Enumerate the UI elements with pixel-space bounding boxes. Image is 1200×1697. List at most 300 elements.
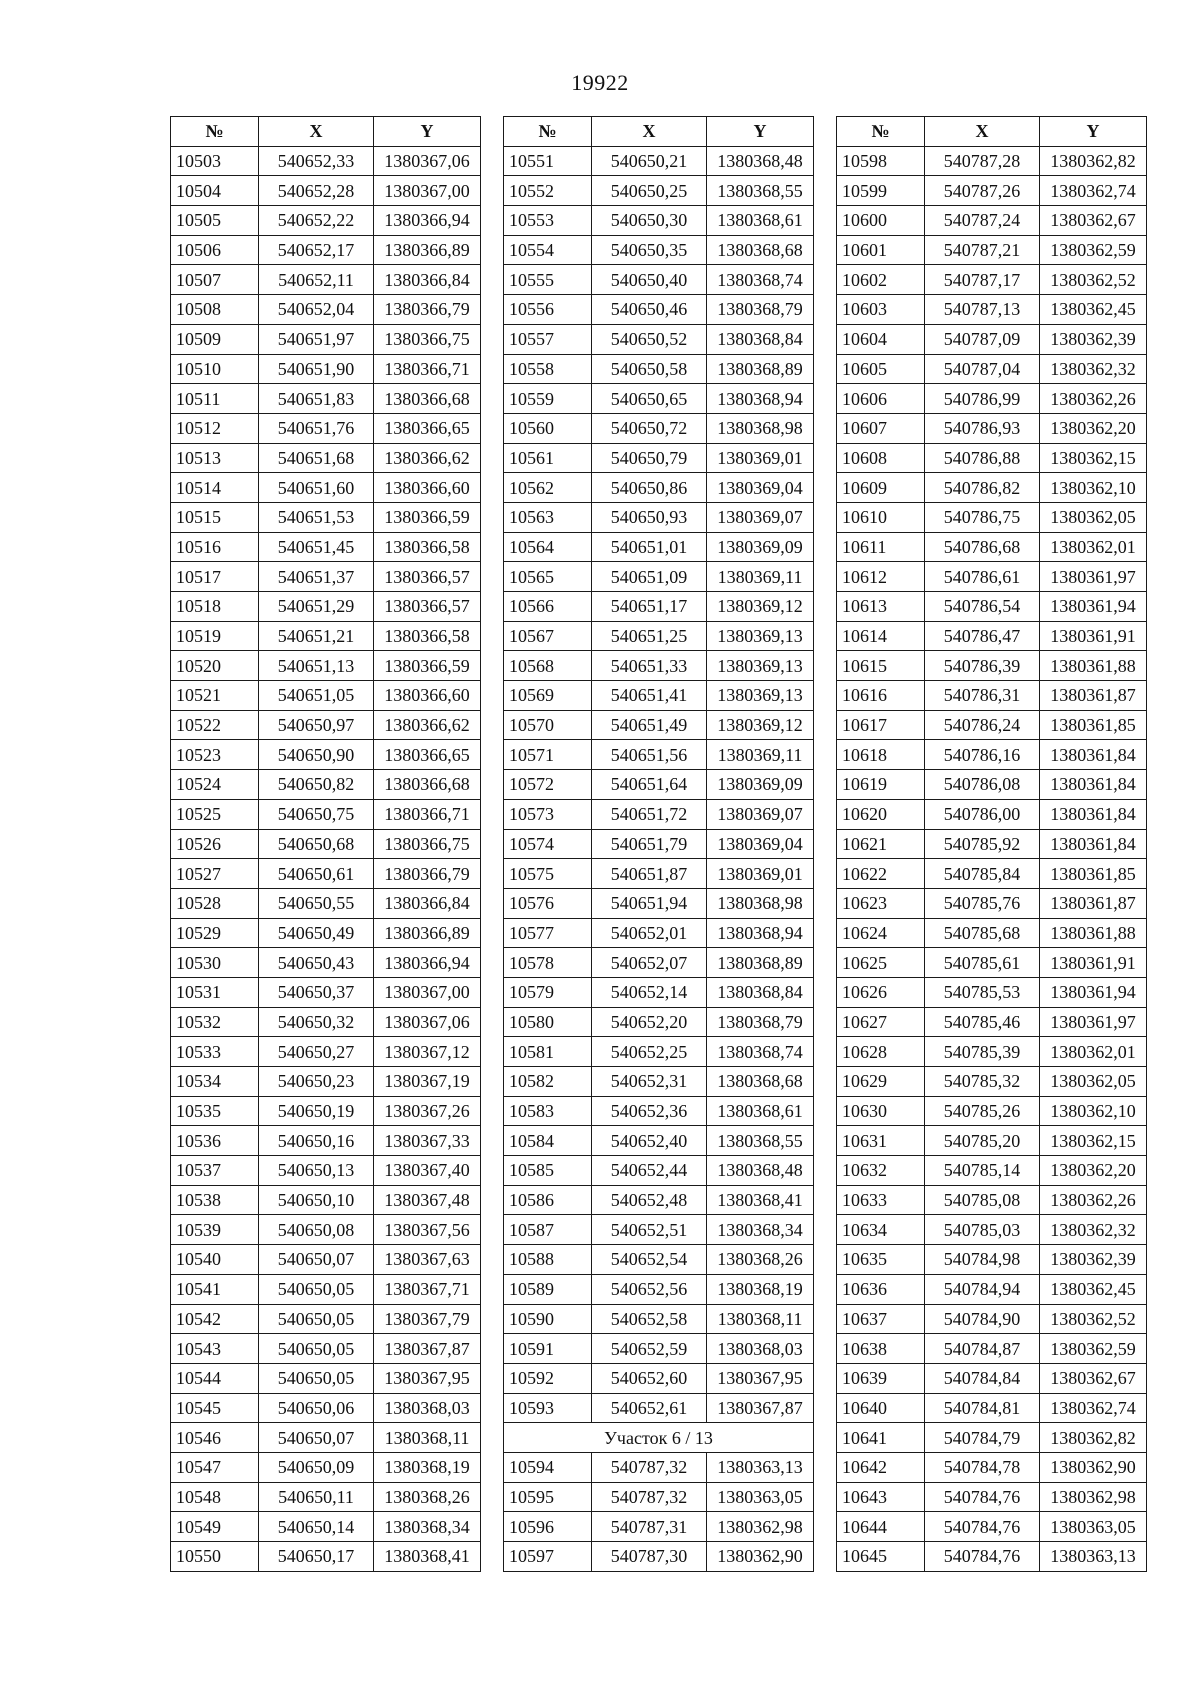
- point-number-cell: 10586: [504, 1185, 592, 1215]
- y-coordinate-cell: 1380369,01: [707, 443, 814, 473]
- point-number-cell: 10615: [837, 651, 925, 681]
- point-number-cell: 10612: [837, 562, 925, 592]
- x-coordinate-cell: 540651,25: [592, 621, 707, 651]
- table-row: [504, 1156, 814, 1186]
- point-number-cell: 10517: [171, 562, 259, 592]
- y-coordinate-cell: 1380362,26: [1040, 384, 1147, 414]
- x-coordinate-cell: 540650,08: [259, 1215, 374, 1245]
- point-number-cell: 10522: [171, 710, 259, 740]
- point-number-cell: 10570: [504, 710, 592, 740]
- y-coordinate-cell: 1380369,01: [707, 859, 814, 889]
- table-row: [171, 1007, 481, 1037]
- x-coordinate-cell: 540650,46: [592, 295, 707, 325]
- x-coordinate-cell: 540650,55: [259, 888, 374, 918]
- point-number-cell: 10506: [171, 235, 259, 265]
- y-coordinate-cell: 1380362,90: [1040, 1452, 1147, 1482]
- y-coordinate-cell: 1380366,71: [374, 354, 481, 384]
- x-coordinate-cell: 540651,37: [259, 562, 374, 592]
- y-coordinate-cell: 1380366,65: [374, 740, 481, 770]
- table-row: [171, 1126, 481, 1156]
- table-row: [504, 1363, 814, 1393]
- x-coordinate-cell: 540650,21: [592, 146, 707, 176]
- point-number-cell: 10625: [837, 948, 925, 978]
- x-coordinate-cell: 540785,26: [925, 1096, 1040, 1126]
- x-coordinate-cell: 540651,33: [592, 651, 707, 681]
- point-number-cell: 10618: [837, 740, 925, 770]
- point-number-cell: 10635: [837, 1245, 925, 1275]
- point-number-cell: 10617: [837, 710, 925, 740]
- y-coordinate-cell: 1380362,90: [707, 1542, 814, 1572]
- y-coordinate-cell: 1380361,84: [1040, 799, 1147, 829]
- y-coordinate-cell: 1380367,95: [707, 1363, 814, 1393]
- table-row: [504, 829, 814, 859]
- x-coordinate-cell: 540650,07: [259, 1423, 374, 1453]
- y-coordinate-cell: 1380361,91: [1040, 948, 1147, 978]
- y-coordinate-cell: 1380361,85: [1040, 710, 1147, 740]
- table-row: [837, 1156, 1147, 1186]
- x-coordinate-cell: 540650,68: [259, 829, 374, 859]
- x-coordinate-cell: 540784,84: [925, 1363, 1040, 1393]
- point-number-cell: 10558: [504, 354, 592, 384]
- point-number-cell: 10559: [504, 384, 592, 414]
- x-coordinate-cell: 540786,82: [925, 473, 1040, 503]
- table-row: [171, 799, 481, 829]
- x-coordinate-cell: 540652,40: [592, 1126, 707, 1156]
- table-row: [504, 354, 814, 384]
- y-coordinate-cell: 1380369,07: [707, 799, 814, 829]
- table-row: [837, 592, 1147, 622]
- x-coordinate-cell: 540652,48: [592, 1185, 707, 1215]
- x-coordinate-cell: 540786,31: [925, 681, 1040, 711]
- table-row: [171, 473, 481, 503]
- point-number-cell: 10607: [837, 413, 925, 443]
- table-row: [837, 1274, 1147, 1304]
- table-row: [504, 206, 814, 236]
- point-number-cell: 10585: [504, 1156, 592, 1186]
- table-row: [171, 354, 481, 384]
- point-number-cell: 10577: [504, 918, 592, 948]
- y-coordinate-cell: 1380367,56: [374, 1215, 481, 1245]
- y-coordinate-cell: 1380367,00: [374, 977, 481, 1007]
- point-number-cell: 10524: [171, 770, 259, 800]
- y-coordinate-cell: 1380361,88: [1040, 918, 1147, 948]
- table-row: [171, 146, 481, 176]
- x-coordinate-cell: 540784,98: [925, 1245, 1040, 1275]
- y-coordinate-cell: 1380369,13: [707, 651, 814, 681]
- x-coordinate-cell: 540651,45: [259, 532, 374, 562]
- x-coordinate-cell: 540650,25: [592, 176, 707, 206]
- point-number-cell: 10520: [171, 651, 259, 681]
- x-coordinate-cell: 540652,11: [259, 265, 374, 295]
- table-row: [171, 413, 481, 443]
- y-coordinate-cell: 1380368,84: [707, 977, 814, 1007]
- y-coordinate-cell: 1380367,79: [374, 1304, 481, 1334]
- x-coordinate-cell: 540785,08: [925, 1185, 1040, 1215]
- table-row: [837, 1037, 1147, 1067]
- table-row: [504, 740, 814, 770]
- table-row: [171, 710, 481, 740]
- table-row: [837, 413, 1147, 443]
- table-header-row: [171, 117, 481, 147]
- table-row: [504, 918, 814, 948]
- table-row: [504, 146, 814, 176]
- y-coordinate-cell: 1380366,62: [374, 710, 481, 740]
- table-body: [837, 146, 1147, 1571]
- x-coordinate-cell: 540651,49: [592, 710, 707, 740]
- point-number-cell: 10560: [504, 413, 592, 443]
- x-coordinate-cell: 540787,21: [925, 235, 1040, 265]
- table-row: [171, 859, 481, 889]
- point-number-cell: 10596: [504, 1512, 592, 1542]
- y-coordinate-cell: 1380361,84: [1040, 829, 1147, 859]
- y-coordinate-cell: 1380362,98: [1040, 1482, 1147, 1512]
- table-row: [837, 770, 1147, 800]
- point-number-cell: 10622: [837, 859, 925, 889]
- table-row: [837, 1304, 1147, 1334]
- point-number-cell: 10583: [504, 1096, 592, 1126]
- point-number-cell: 10573: [504, 799, 592, 829]
- table-row: [171, 562, 481, 592]
- table-row: [171, 295, 481, 325]
- table-row: [171, 770, 481, 800]
- point-number-cell: 10593: [504, 1393, 592, 1423]
- coordinates-table-1: [170, 116, 481, 1572]
- y-coordinate-cell: 1380362,15: [1040, 1126, 1147, 1156]
- column-header-y: Y: [707, 117, 814, 147]
- x-coordinate-cell: 540652,04: [259, 295, 374, 325]
- x-coordinate-cell: 540785,53: [925, 977, 1040, 1007]
- point-number-cell: 10562: [504, 473, 592, 503]
- y-coordinate-cell: 1380362,98: [707, 1512, 814, 1542]
- point-number-cell: 10643: [837, 1482, 925, 1512]
- x-coordinate-cell: 540652,36: [592, 1096, 707, 1126]
- y-coordinate-cell: 1380362,45: [1040, 295, 1147, 325]
- y-coordinate-cell: 1380362,52: [1040, 265, 1147, 295]
- x-coordinate-cell: 540650,82: [259, 770, 374, 800]
- table-row: [837, 206, 1147, 236]
- x-coordinate-cell: 540786,16: [925, 740, 1040, 770]
- point-number-cell: 10604: [837, 324, 925, 354]
- y-coordinate-cell: 1380368,74: [707, 265, 814, 295]
- table-row: [504, 443, 814, 473]
- point-number-cell: 10606: [837, 384, 925, 414]
- y-coordinate-cell: 1380366,58: [374, 532, 481, 562]
- y-coordinate-cell: 1380369,04: [707, 473, 814, 503]
- table-row: [504, 977, 814, 1007]
- point-number-cell: 10575: [504, 859, 592, 889]
- x-coordinate-cell: 540784,94: [925, 1274, 1040, 1304]
- table-row: [504, 1037, 814, 1067]
- table-row: [171, 1304, 481, 1334]
- table-row: [837, 977, 1147, 1007]
- column-header-x: X: [259, 117, 374, 147]
- point-number-cell: 10550: [171, 1542, 259, 1572]
- table-row: [837, 1067, 1147, 1097]
- x-coordinate-cell: 540784,76: [925, 1542, 1040, 1572]
- y-coordinate-cell: 1380362,10: [1040, 473, 1147, 503]
- x-coordinate-cell: 540652,25: [592, 1037, 707, 1067]
- y-coordinate-cell: 1380367,33: [374, 1126, 481, 1156]
- y-coordinate-cell: 1380363,05: [707, 1482, 814, 1512]
- point-number-cell: 10582: [504, 1067, 592, 1097]
- x-coordinate-cell: 540650,09: [259, 1452, 374, 1482]
- table-row: [504, 413, 814, 443]
- table-row: [837, 295, 1147, 325]
- point-number-cell: 10638: [837, 1334, 925, 1364]
- table-row: [837, 681, 1147, 711]
- table-header-row: [504, 117, 814, 147]
- point-number-cell: 10556: [504, 295, 592, 325]
- point-number-cell: 10587: [504, 1215, 592, 1245]
- y-coordinate-cell: 1380368,19: [707, 1274, 814, 1304]
- table-row: [837, 1423, 1147, 1453]
- table-row: [171, 977, 481, 1007]
- x-coordinate-cell: 540651,09: [592, 562, 707, 592]
- table-row: [171, 1274, 481, 1304]
- point-number-cell: 10539: [171, 1215, 259, 1245]
- point-number-cell: 10569: [504, 681, 592, 711]
- x-coordinate-cell: 540650,79: [592, 443, 707, 473]
- column-header-number: №: [837, 117, 925, 147]
- table-row: [171, 206, 481, 236]
- point-number-cell: 10588: [504, 1245, 592, 1275]
- y-coordinate-cell: 1380362,32: [1040, 354, 1147, 384]
- point-number-cell: 10571: [504, 740, 592, 770]
- point-number-cell: 10553: [504, 206, 592, 236]
- y-coordinate-cell: 1380368,26: [374, 1482, 481, 1512]
- table-row: [837, 710, 1147, 740]
- y-coordinate-cell: 1380363,13: [707, 1452, 814, 1482]
- table-row: [504, 1393, 814, 1423]
- y-coordinate-cell: 1380368,79: [707, 295, 814, 325]
- y-coordinate-cell: 1380368,98: [707, 888, 814, 918]
- point-number-cell: 10574: [504, 829, 592, 859]
- table-row: [171, 592, 481, 622]
- y-coordinate-cell: 1380368,19: [374, 1452, 481, 1482]
- table-row: [504, 384, 814, 414]
- x-coordinate-cell: 540786,75: [925, 502, 1040, 532]
- y-coordinate-cell: 1380368,34: [707, 1215, 814, 1245]
- x-coordinate-cell: 540784,76: [925, 1512, 1040, 1542]
- point-number-cell: 10634: [837, 1215, 925, 1245]
- table-row: [837, 1482, 1147, 1512]
- y-coordinate-cell: 1380366,71: [374, 799, 481, 829]
- point-number-cell: 10633: [837, 1185, 925, 1215]
- x-coordinate-cell: 540652,54: [592, 1245, 707, 1275]
- point-number-cell: 10568: [504, 651, 592, 681]
- table-row: [837, 829, 1147, 859]
- table-row: [837, 265, 1147, 295]
- x-coordinate-cell: 540651,87: [592, 859, 707, 889]
- point-number-cell: 10632: [837, 1156, 925, 1186]
- x-coordinate-cell: 540652,33: [259, 146, 374, 176]
- y-coordinate-cell: 1380366,58: [374, 621, 481, 651]
- table-row: [504, 799, 814, 829]
- x-coordinate-cell: 540786,93: [925, 413, 1040, 443]
- y-coordinate-cell: 1380368,11: [707, 1304, 814, 1334]
- table-row: [837, 651, 1147, 681]
- point-number-cell: 10544: [171, 1363, 259, 1393]
- y-coordinate-cell: 1380366,57: [374, 562, 481, 592]
- y-coordinate-cell: 1380367,12: [374, 1037, 481, 1067]
- column-header-y: Y: [1040, 117, 1147, 147]
- y-coordinate-cell: 1380366,68: [374, 384, 481, 414]
- y-coordinate-cell: 1380361,97: [1040, 562, 1147, 592]
- point-number-cell: 10526: [171, 829, 259, 859]
- y-coordinate-cell: 1380368,89: [707, 948, 814, 978]
- y-coordinate-cell: 1380369,04: [707, 829, 814, 859]
- table-row: [171, 651, 481, 681]
- table-row: [171, 1482, 481, 1512]
- x-coordinate-cell: 540650,97: [259, 710, 374, 740]
- point-number-cell: 10509: [171, 324, 259, 354]
- x-coordinate-cell: 540787,31: [592, 1512, 707, 1542]
- y-coordinate-cell: 1380362,82: [1040, 1423, 1147, 1453]
- point-number-cell: 10513: [171, 443, 259, 473]
- point-number-cell: 10508: [171, 295, 259, 325]
- x-coordinate-cell: 540651,68: [259, 443, 374, 473]
- x-coordinate-cell: 540651,83: [259, 384, 374, 414]
- y-coordinate-cell: 1380366,84: [374, 888, 481, 918]
- y-coordinate-cell: 1380362,39: [1040, 1245, 1147, 1275]
- point-number-cell: 10515: [171, 502, 259, 532]
- x-coordinate-cell: 540650,49: [259, 918, 374, 948]
- y-coordinate-cell: 1380362,82: [1040, 146, 1147, 176]
- y-coordinate-cell: 1380369,07: [707, 502, 814, 532]
- y-coordinate-cell: 1380368,94: [707, 918, 814, 948]
- y-coordinate-cell: 1380362,20: [1040, 413, 1147, 443]
- table-row: [837, 384, 1147, 414]
- y-coordinate-cell: 1380362,59: [1040, 235, 1147, 265]
- y-coordinate-cell: 1380362,74: [1040, 176, 1147, 206]
- coordinates-table-2: [503, 116, 814, 1572]
- table-row: [837, 799, 1147, 829]
- x-coordinate-cell: 540650,05: [259, 1334, 374, 1364]
- table-row: [504, 1512, 814, 1542]
- table-row: [504, 1185, 814, 1215]
- point-number-cell: 10639: [837, 1363, 925, 1393]
- y-coordinate-cell: 1380368,11: [374, 1423, 481, 1453]
- point-number-cell: 10619: [837, 770, 925, 800]
- point-number-cell: 10576: [504, 888, 592, 918]
- y-coordinate-cell: 1380363,05: [1040, 1512, 1147, 1542]
- x-coordinate-cell: 540785,39: [925, 1037, 1040, 1067]
- x-coordinate-cell: 540650,30: [592, 206, 707, 236]
- point-number-cell: 10536: [171, 1126, 259, 1156]
- point-number-cell: 10623: [837, 888, 925, 918]
- x-coordinate-cell: 540784,90: [925, 1304, 1040, 1334]
- y-coordinate-cell: 1380368,26: [707, 1245, 814, 1275]
- point-number-cell: 10645: [837, 1542, 925, 1572]
- x-coordinate-cell: 540651,01: [592, 532, 707, 562]
- point-number-cell: 10561: [504, 443, 592, 473]
- table-row: [171, 948, 481, 978]
- y-coordinate-cell: 1380368,84: [707, 324, 814, 354]
- table-row: [837, 1245, 1147, 1275]
- point-number-cell: 10644: [837, 1512, 925, 1542]
- column-header-y: Y: [374, 117, 481, 147]
- point-number-cell: 10552: [504, 176, 592, 206]
- table-row: [837, 473, 1147, 503]
- y-coordinate-cell: 1380366,60: [374, 473, 481, 503]
- point-number-cell: 10641: [837, 1423, 925, 1453]
- y-coordinate-cell: 1380366,75: [374, 324, 481, 354]
- x-coordinate-cell: 540787,04: [925, 354, 1040, 384]
- point-number-cell: 10545: [171, 1393, 259, 1423]
- column-header-number: №: [171, 117, 259, 147]
- point-number-cell: 10608: [837, 443, 925, 473]
- x-coordinate-cell: 540651,56: [592, 740, 707, 770]
- x-coordinate-cell: 540786,61: [925, 562, 1040, 592]
- table-row: [504, 1245, 814, 1275]
- x-coordinate-cell: 540651,79: [592, 829, 707, 859]
- x-coordinate-cell: 540785,84: [925, 859, 1040, 889]
- table-row: [837, 918, 1147, 948]
- point-number-cell: 10631: [837, 1126, 925, 1156]
- point-number-cell: 10592: [504, 1363, 592, 1393]
- point-number-cell: 10597: [504, 1542, 592, 1572]
- y-coordinate-cell: 1380367,87: [707, 1393, 814, 1423]
- table-row: [504, 562, 814, 592]
- x-coordinate-cell: 540785,92: [925, 829, 1040, 859]
- table-row: [837, 235, 1147, 265]
- x-coordinate-cell: 540786,68: [925, 532, 1040, 562]
- y-coordinate-cell: 1380369,11: [707, 562, 814, 592]
- x-coordinate-cell: 540650,10: [259, 1185, 374, 1215]
- point-number-cell: 10578: [504, 948, 592, 978]
- point-number-cell: 10535: [171, 1096, 259, 1126]
- y-coordinate-cell: 1380367,19: [374, 1067, 481, 1097]
- table-row: [171, 532, 481, 562]
- x-coordinate-cell: 540652,56: [592, 1274, 707, 1304]
- point-number-cell: 10519: [171, 621, 259, 651]
- y-coordinate-cell: 1380367,06: [374, 146, 481, 176]
- table-row: [171, 502, 481, 532]
- table-row: [504, 592, 814, 622]
- point-number-cell: 10611: [837, 532, 925, 562]
- table-row: [837, 1542, 1147, 1572]
- table-row: [171, 1067, 481, 1097]
- y-coordinate-cell: 1380368,79: [707, 1007, 814, 1037]
- point-number-cell: 10628: [837, 1037, 925, 1067]
- y-coordinate-cell: 1380366,94: [374, 948, 481, 978]
- table-row: [837, 562, 1147, 592]
- x-coordinate-cell: 540785,32: [925, 1067, 1040, 1097]
- x-coordinate-cell: 540650,16: [259, 1126, 374, 1156]
- table-row: [171, 1542, 481, 1572]
- y-coordinate-cell: 1380366,79: [374, 295, 481, 325]
- x-coordinate-cell: 540785,14: [925, 1156, 1040, 1186]
- x-coordinate-cell: 540786,88: [925, 443, 1040, 473]
- y-coordinate-cell: 1380362,52: [1040, 1304, 1147, 1334]
- point-number-cell: 10518: [171, 592, 259, 622]
- y-coordinate-cell: 1380361,84: [1040, 770, 1147, 800]
- table-row: [171, 918, 481, 948]
- x-coordinate-cell: 540650,35: [592, 235, 707, 265]
- table-row: [504, 1482, 814, 1512]
- point-number-cell: 10533: [171, 1037, 259, 1067]
- table-row: [837, 146, 1147, 176]
- table-row: [837, 1126, 1147, 1156]
- x-coordinate-cell: 540651,94: [592, 888, 707, 918]
- x-coordinate-cell: 540651,76: [259, 413, 374, 443]
- point-number-cell: 10584: [504, 1126, 592, 1156]
- x-coordinate-cell: 540784,87: [925, 1334, 1040, 1364]
- point-number-cell: 10566: [504, 592, 592, 622]
- point-number-cell: 10621: [837, 829, 925, 859]
- point-number-cell: 10547: [171, 1452, 259, 1482]
- page-number: 19922: [571, 70, 629, 95]
